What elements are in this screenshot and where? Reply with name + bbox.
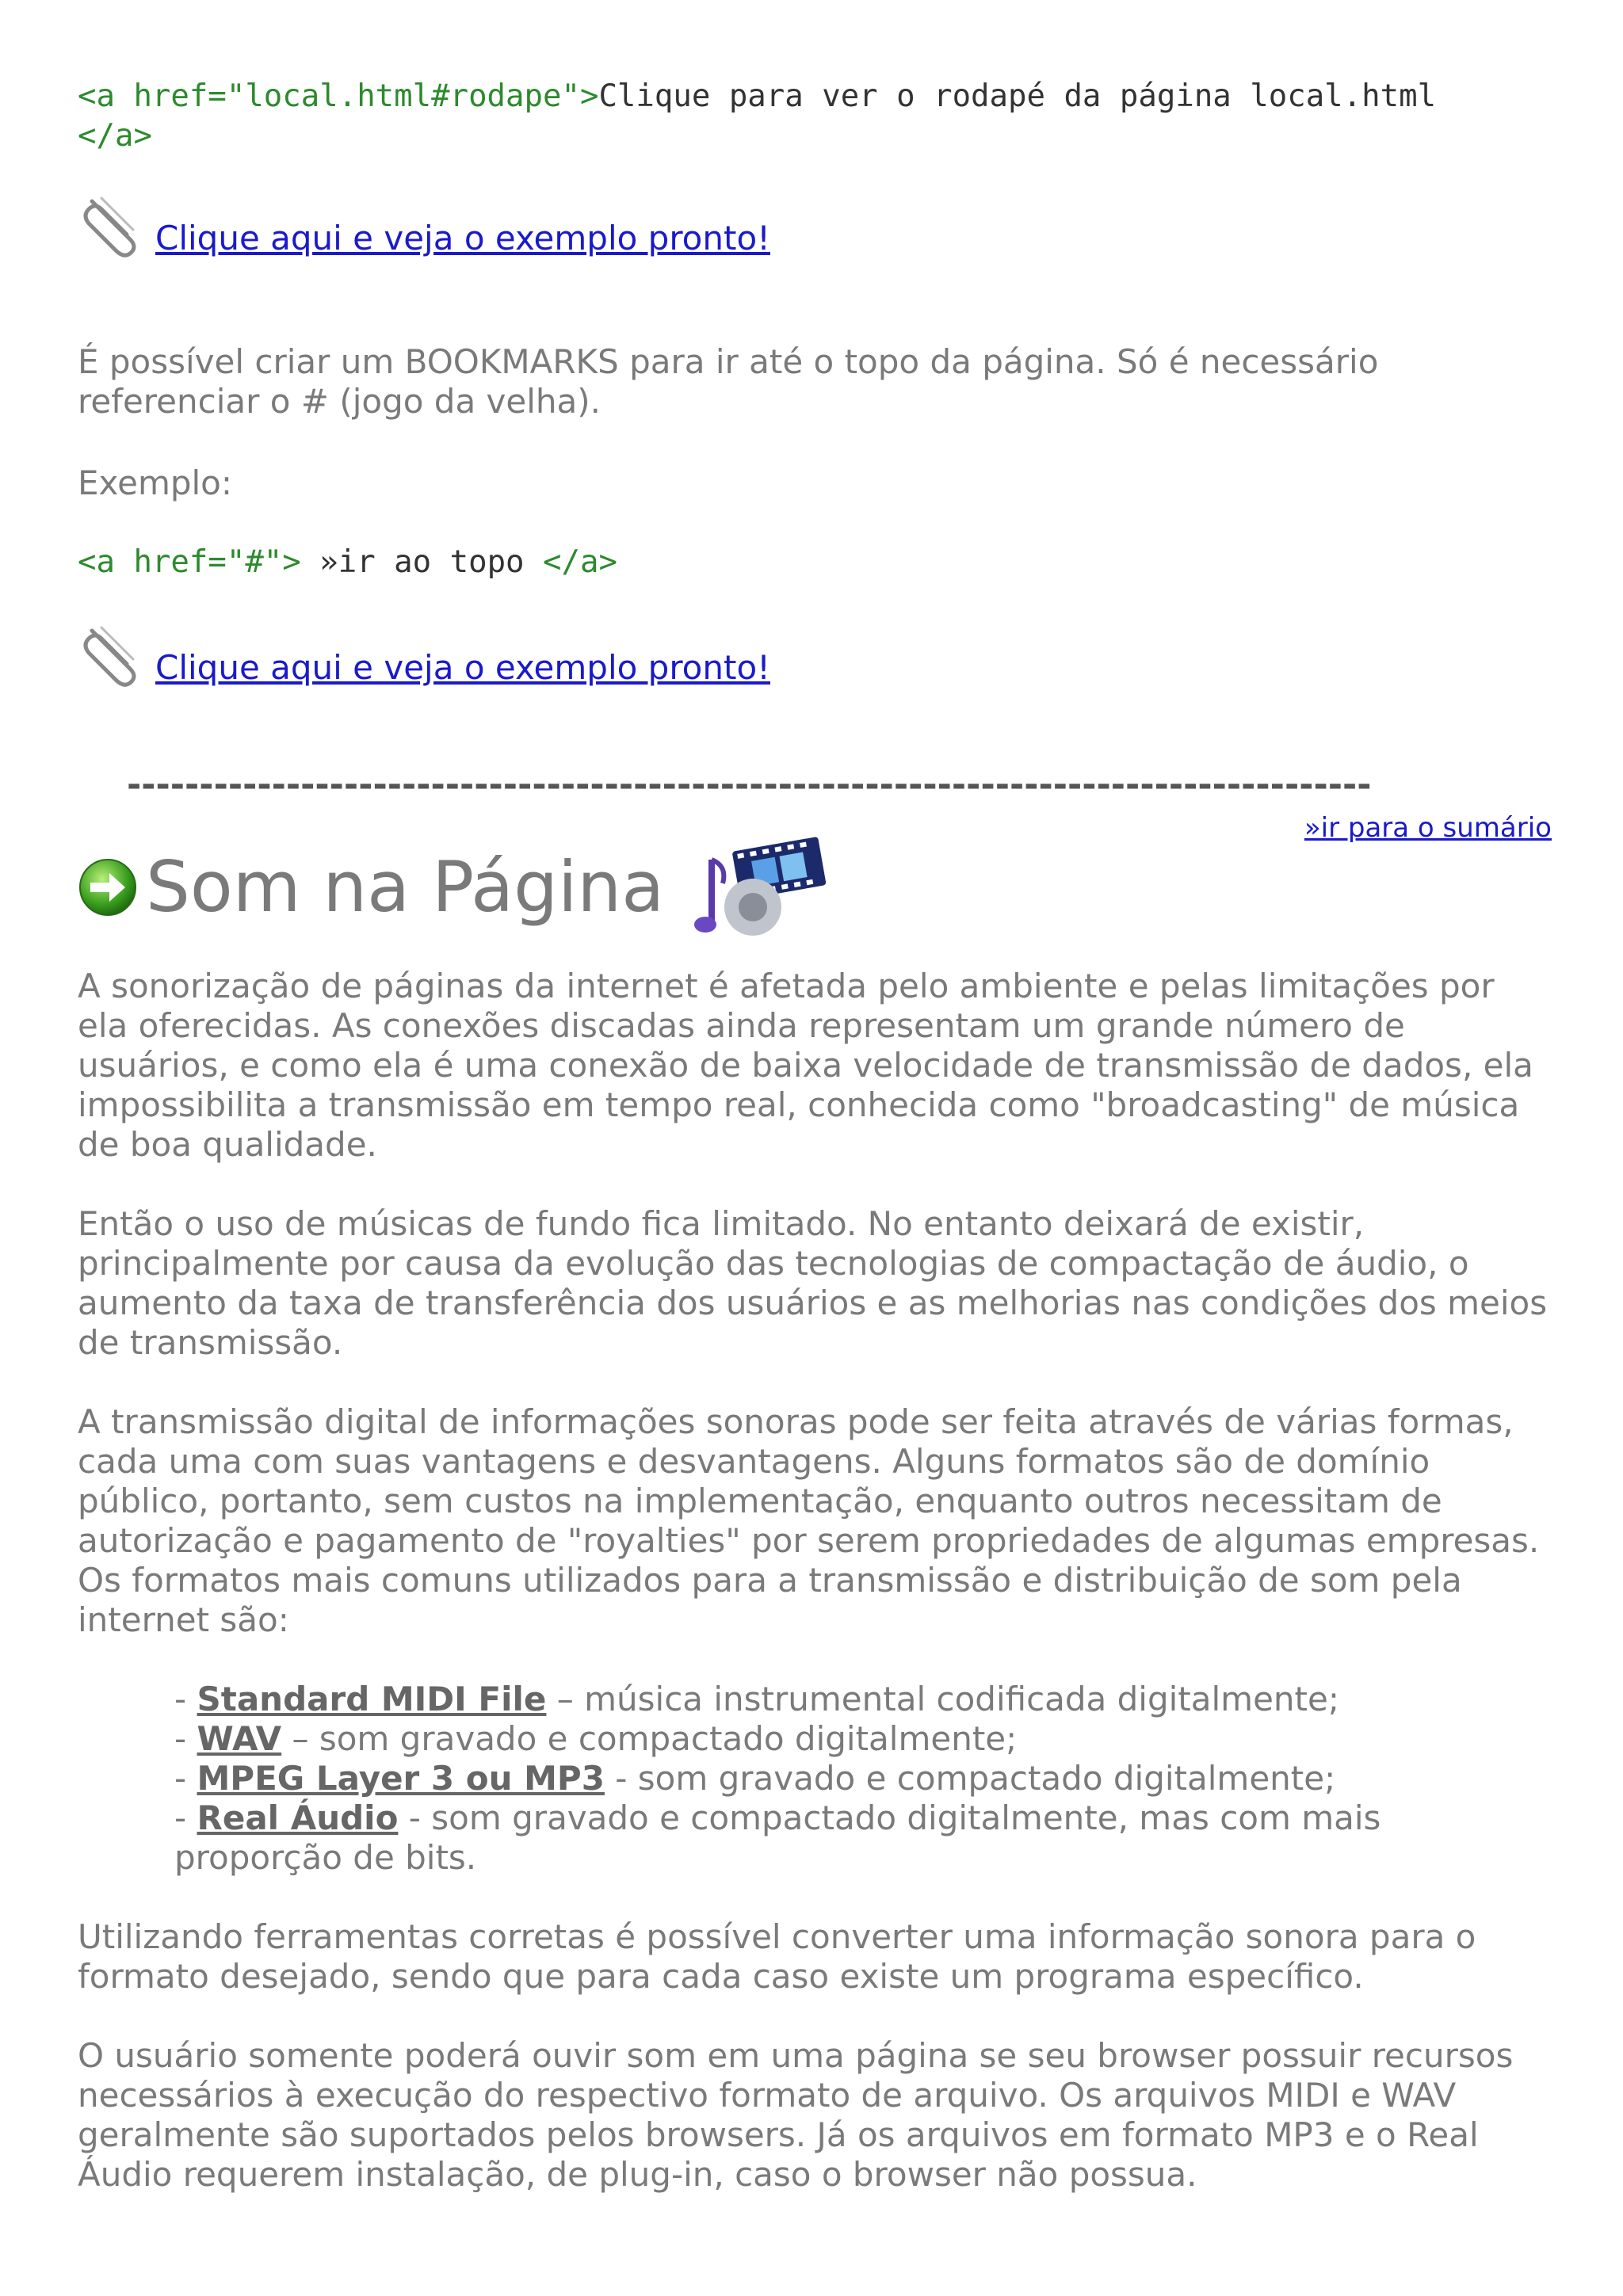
- green-arrow-icon: [78, 857, 138, 917]
- format-link-mp3[interactable]: MPEG Layer 3 ou MP3: [197, 1759, 605, 1798]
- section-heading-row: [78, 828, 831, 947]
- format-link-real-audio[interactable]: Real Áudio: [197, 1798, 399, 1837]
- label-exemplo: Exemplo:: [78, 463, 233, 502]
- code-close-tag: </a>: [78, 118, 152, 154]
- code-sample-rodape: [78, 77, 1552, 156]
- paragraph-bookmarks: É possível criar um BOOKMARKS para ir até o topo da página. Só é necessário referenciar o # (jogo da velha).: [78, 342, 1379, 421]
- example-link-1[interactable]: Clique aqui e veja o exemplo pronto!: [155, 219, 770, 257]
- list-item: - MPEG Layer 3 ou MP3 - som gravado e compactado digitalmente;: [174, 1759, 1336, 1798]
- list-item: - Real Áudio - som gravado e compactado digitalmente, mas com mais proporção de bits.: [174, 1798, 1381, 1877]
- code-link-text: »ir ao topo: [300, 544, 544, 580]
- example-row-2: [78, 620, 770, 688]
- section-divider: --------------------------------------------------------------------------------------: [127, 765, 1372, 805]
- paperclip-icon: [78, 620, 146, 688]
- code-open-tag: <a href="#">: [78, 544, 301, 580]
- formats-list: [174, 1680, 1553, 1878]
- code-close-tag: </a>: [543, 544, 617, 580]
- code-open-tag: <a href="local.html#rodape">: [78, 78, 599, 114]
- code-sample-topo: [78, 543, 1552, 582]
- example-link-2[interactable]: Clique aqui e veja o exemplo pronto!: [155, 648, 770, 687]
- paragraph-browser: O usuário somente poderá ouvir som em uma página se seu browser possuir recursos necessários à execução do respectivo formato de arquivo. Os arquivos MIDI e WAV geralmente são suportados pelos browsers. Já os arquivos em formato MP3 e o Real Áudio requerem instalação, de plug-in, caso o browser não possua.: [78, 2036, 1514, 2194]
- summary-link[interactable]: »ir para o sumário: [1304, 812, 1552, 844]
- example-row-1: [78, 190, 770, 258]
- section-title: Som na Página: [146, 846, 665, 928]
- paperclip-icon: [78, 190, 146, 258]
- paragraph-musicas-de-fundo: Então o uso de músicas de fundo fica limitado. No entanto deixará de existir, principalmente por causa da evolução das tecnologias de compactação de áudio, o aumento da taxa de transferência dos usuários e as melhorias nas condições dos meios de transmissão.: [78, 1204, 1548, 1362]
- list-item: - WAV – som gravado e compactado digitalmente;: [174, 1719, 1018, 1758]
- paragraph-ferramentas: Utilizando ferramentas corretas é possível converter uma informação sonora para o formato desejado, sendo que para cada caso existe um programa específico.: [78, 1917, 1476, 1996]
- format-link-midi[interactable]: Standard MIDI File: [197, 1680, 547, 1718]
- code-link-text: Clique para ver o rodapé da página local.html: [598, 78, 1437, 114]
- paragraph-sonorizacao: A sonorização de páginas da internet é afetada pelo ambiente e pelas limitações por ela oferecidas. As conexões discadas ainda representam um grande número de usuários, e como ela é uma conexão de baixa velocidade de transmissão de dados, ela impossibilita a transmissão em tempo real, conhecida como "broadcasting" de música de boa qualidade.: [78, 967, 1533, 1164]
- format-link-wav[interactable]: WAV: [197, 1719, 282, 1758]
- paragraph-transmissao-digital: A transmissão digital de informações sonoras pode ser feita através de várias formas, cada uma com suas vantagens e desvantagens. Alguns formatos são de domínio público, portanto, sem custos na implementação, enquanto outros necessitam de autorização e pagamento de "royalties" por serem propriedades de algumas empresas. Os formatos mais comuns utilizados para a transmissão e distribuição de som pela internet são:: [78, 1402, 1540, 1639]
- music-film-icon: [688, 828, 831, 947]
- list-item: - Standard MIDI File – música instrumental codificada digitalmente;: [174, 1680, 1340, 1718]
